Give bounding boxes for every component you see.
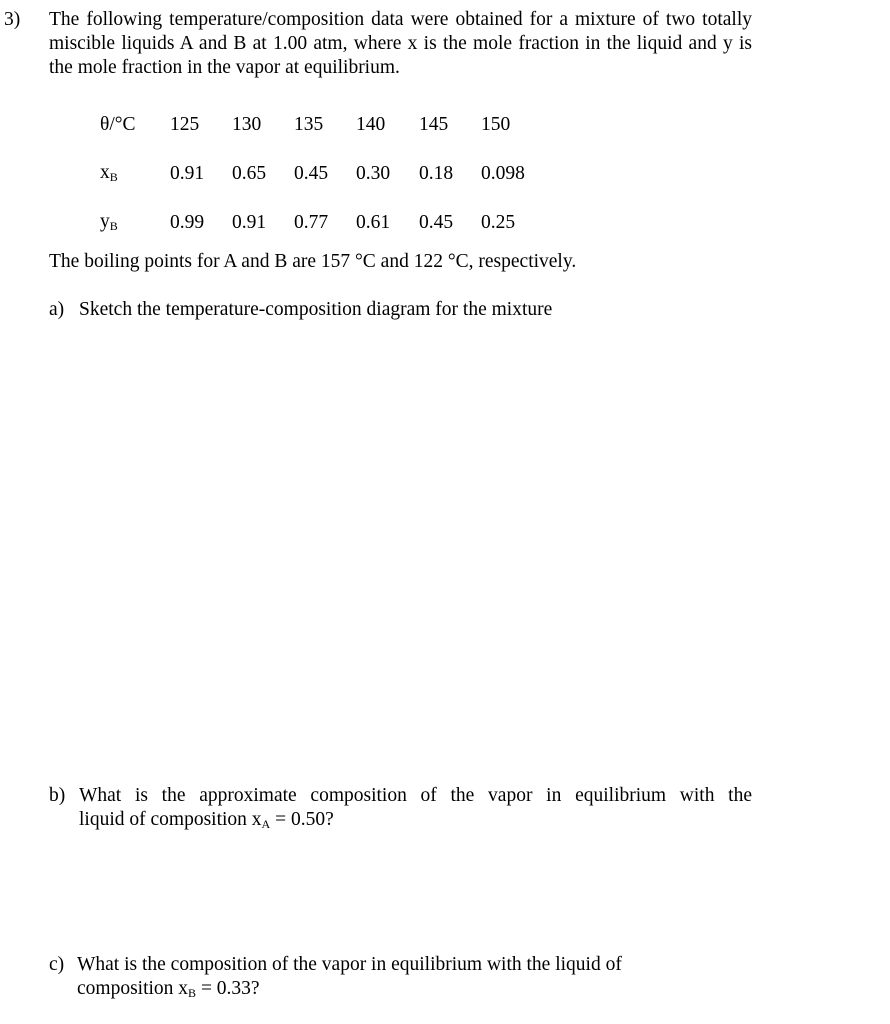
xB-header <box>100 149 170 198</box>
temperature-cell: 135 <box>294 113 324 135</box>
yB-cell: 0.91 <box>232 211 267 233</box>
yB-cell: 0.61 <box>356 211 391 233</box>
xB-cell: 0.65 <box>232 162 267 184</box>
part-c-line2-prefix: composition x <box>77 978 189 999</box>
part-c-line2-sub: B <box>188 986 197 1000</box>
temperature-header: θ/°C <box>100 113 136 135</box>
yB-row <box>100 198 551 247</box>
part-c-label: c) <box>49 954 65 975</box>
yB-cell: 0.25 <box>481 211 516 233</box>
part-a <box>49 298 552 322</box>
temperature-cell: 140 <box>356 113 386 135</box>
part-a-label: a) <box>49 299 65 320</box>
xB-cell: 0.098 <box>481 162 525 184</box>
temperature-cell: 130 <box>232 113 262 135</box>
xB-header-main: x <box>100 162 110 183</box>
xB-row <box>100 149 551 198</box>
yB-header <box>100 198 170 247</box>
part-c-line2-suffix: = 0.33? <box>196 978 260 999</box>
temperature-cell: 150 <box>481 113 511 135</box>
xB-cell: 0.18 <box>419 162 454 184</box>
question-number: 3) <box>4 9 21 30</box>
temperature-cell: 145 <box>419 113 449 135</box>
yB-header-main: y <box>100 211 110 232</box>
part-b <box>49 784 752 836</box>
part-c-line1: What is the composition of the vapor in equilibrium with the liquid of <box>77 954 622 975</box>
yB-cell: 0.99 <box>170 211 205 233</box>
xB-cell: 0.45 <box>294 162 329 184</box>
xB-cell: 0.30 <box>356 162 391 184</box>
part-b-label: b) <box>49 785 66 806</box>
part-b-line1: What is the approximate composition of the vapor in equilibrium with the <box>79 785 752 806</box>
temperature-cell: 125 <box>170 113 200 135</box>
data-table <box>100 100 551 247</box>
part-b-text <box>79 784 752 836</box>
part-c-text <box>77 953 622 1005</box>
xB-cell: 0.91 <box>170 162 205 184</box>
part-a-text: Sketch the temperature-composition diagram for the mixture <box>79 299 553 320</box>
part-b-line2-sub: A <box>261 817 271 831</box>
part-b-line2-suffix: = 0.50? <box>270 809 334 830</box>
boiling-points-statement: The boiling points for A and B are 157 °C and 122 °C, respectively. <box>49 251 577 272</box>
temperature-row <box>100 100 551 149</box>
xB-header-sub: B <box>109 170 118 184</box>
yB-cell: 0.45 <box>419 211 454 233</box>
part-c <box>49 953 689 1005</box>
part-b-line2-prefix: liquid of composition x <box>79 809 262 830</box>
yB-cell: 0.77 <box>294 211 329 233</box>
yB-header-sub: B <box>109 219 118 233</box>
question-intro: The following temperature/composition data were obtained for a mixture of two totally miscible liquids A and B at 1.00 atm, where x is the mole fraction in the liquid and y is the mole fraction in the vapor at equilibrium. <box>49 9 752 78</box>
